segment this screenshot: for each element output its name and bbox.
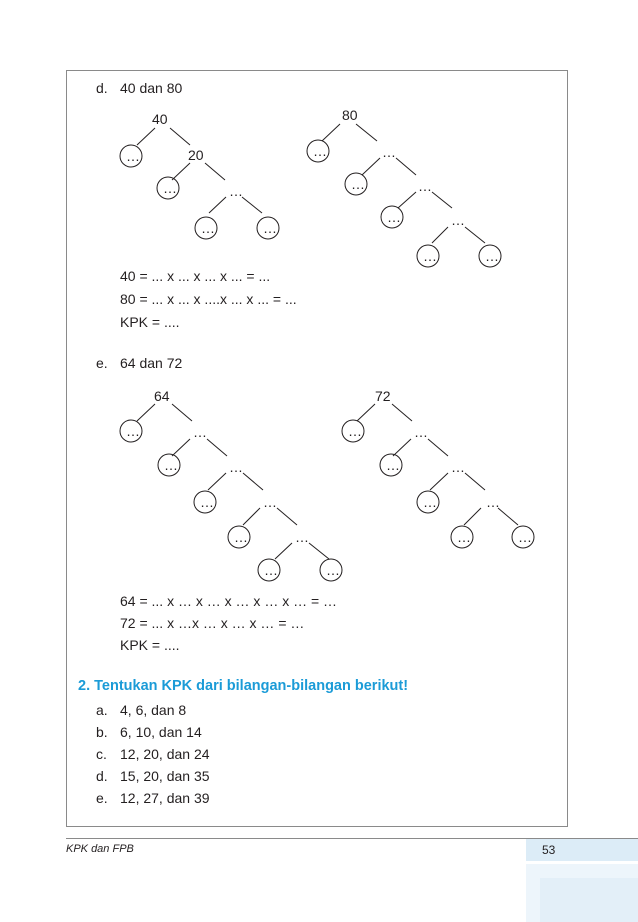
- tree-branch: [209, 197, 226, 213]
- tree-blank: …: [126, 148, 140, 164]
- tree-blank: …: [234, 529, 248, 545]
- tree-blank: …: [264, 562, 278, 578]
- tree-branch: [277, 508, 297, 525]
- question-2-item-a: 4, 6, dan 8: [120, 702, 187, 718]
- tree-branch: [322, 124, 340, 141]
- tree-branch: [207, 439, 227, 456]
- tree-blank: …: [295, 529, 309, 545]
- tree-blank: …: [201, 220, 215, 236]
- tree-branch: [172, 163, 190, 180]
- question-2-item-label: a.: [96, 702, 108, 718]
- section-d-line-40: 40 = ... x ... x ... x ... = ...: [120, 268, 271, 284]
- tree-blank: …: [326, 562, 340, 578]
- tree-40-root: 40: [152, 111, 168, 127]
- section-e-title: 64 dan 72: [120, 355, 183, 371]
- tree-blank: …: [486, 494, 500, 510]
- tree-blank: …: [229, 459, 243, 475]
- section-d-label: d.: [96, 80, 108, 96]
- tree-blank: …: [518, 529, 532, 545]
- tree-branch: [398, 192, 416, 208]
- tree-branch: [208, 473, 226, 490]
- tree-blank: …: [263, 220, 277, 236]
- section-e-line-72: 72 = ... x …x … x … x … = …: [120, 615, 305, 631]
- tree-blank: …: [348, 423, 362, 439]
- tree-blank: …: [414, 424, 428, 440]
- tree-blank: …: [382, 144, 396, 160]
- tree-branch: [309, 543, 329, 559]
- question-2-item-b: 6, 10, dan 14: [120, 724, 202, 740]
- tree-blank: …: [386, 457, 400, 473]
- tree-branch: [396, 158, 416, 175]
- tree-branch: [465, 473, 485, 490]
- section-d-line-80: 80 = ... x ... x ....x ... x ... = ...: [120, 291, 297, 307]
- page-number: 53: [542, 843, 556, 857]
- tree-branch: [242, 197, 262, 213]
- tree-branch: [464, 508, 481, 525]
- question-2-item-label: c.: [96, 746, 107, 762]
- section-e-kpk: KPK = ....: [120, 637, 180, 653]
- question-2-item-d: 15, 20, dan 35: [120, 768, 210, 784]
- question-2-item-label: d.: [96, 768, 108, 784]
- tree-branch: [432, 227, 448, 243]
- section-e-label: e.: [96, 355, 108, 371]
- tree-branch: [393, 439, 411, 456]
- tree-blank: …: [200, 494, 214, 510]
- tree-blank: …: [126, 423, 140, 439]
- tree-blank: …: [164, 457, 178, 473]
- tree-branch: [498, 508, 518, 525]
- tree-branch: [428, 439, 448, 456]
- question-2-heading: 2. Tentukan KPK dari bilangan-bilangan berikut!: [78, 678, 409, 694]
- tree-branch: [465, 227, 485, 243]
- question-2-item-label: b.: [96, 724, 108, 740]
- tree-blank: …: [451, 212, 465, 228]
- question-2-item-e: 12, 27, dan 39: [120, 790, 210, 806]
- tree-branch: [357, 404, 375, 421]
- footer-title: KPK dan FPB: [66, 843, 134, 855]
- tree-branch: [275, 543, 292, 559]
- tree-80-root: 80: [342, 107, 358, 123]
- footer-decoration: [540, 878, 638, 922]
- tree-64-root: 64: [154, 388, 170, 404]
- tree-branch: [137, 404, 155, 421]
- tree-blank: …: [351, 176, 365, 192]
- tree-blank: …: [263, 494, 277, 510]
- tree-branch: [170, 128, 190, 145]
- tree-branch: [430, 473, 448, 490]
- question-2-item-label: e.: [96, 790, 108, 806]
- tree-branch: [172, 404, 192, 421]
- question-2-item-c: 12, 20, dan 24: [120, 746, 210, 762]
- tree-blank: …: [457, 529, 471, 545]
- tree-branch: [432, 192, 452, 208]
- tree-40-node-20: 20: [188, 147, 204, 163]
- tree-blank: …: [313, 143, 327, 159]
- tree-blank: …: [418, 178, 432, 194]
- tree-branch: [362, 158, 380, 175]
- tree-branch: [205, 163, 225, 180]
- tree-blank: …: [387, 209, 401, 225]
- tree-blank: …: [423, 494, 437, 510]
- tree-branch: [356, 124, 377, 141]
- section-d-title: 40 dan 80: [120, 80, 183, 96]
- tree-blank: …: [451, 459, 465, 475]
- tree-blank: …: [229, 183, 243, 199]
- tree-blank: …: [485, 248, 499, 264]
- tree-branch: [172, 439, 190, 456]
- section-e-line-64: 64 = ... x … x … x … x … x … = …: [120, 593, 338, 609]
- tree-blank: …: [423, 248, 437, 264]
- tree-branch: [137, 128, 155, 145]
- tree-branch: [243, 473, 263, 490]
- section-d-kpk: KPK = ....: [120, 314, 180, 330]
- tree-blank: …: [163, 180, 177, 196]
- tree-72-root: 72: [375, 388, 391, 404]
- tree-blank: …: [193, 424, 207, 440]
- tree-branch: [243, 508, 260, 525]
- tree-branch: [392, 404, 412, 421]
